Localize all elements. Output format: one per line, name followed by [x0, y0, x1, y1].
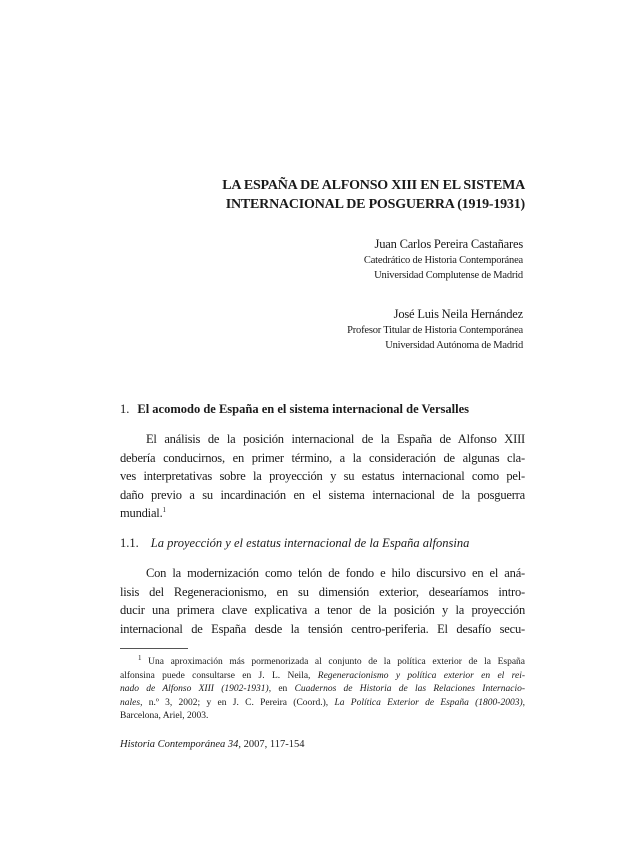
footnote-line: Barcelona, Ariel, 2003.: [120, 711, 209, 721]
page-footer: [120, 739, 305, 750]
subsection-title: La proyección y el estatus internacional de la España alfonsina: [150, 536, 470, 550]
paragraph-line: Con la modernización como telón de fondo e hilo discursivo en el aná-: [146, 566, 525, 580]
footnote-number: 1: [138, 653, 142, 662]
footnote-line: nales, n.º 3, 2002; y en J. C. Pereira (Coord.), La Política Exterior de España (1800-2003),: [120, 697, 526, 708]
paragraph-line: El análisis de la posición internacional de la España de Alfonso XIII: [146, 432, 525, 446]
journal-info: 2007, 117-154: [243, 739, 305, 750]
author-position: Profesor Titular de Historia Contemporánea: [347, 325, 523, 336]
section-title: El acomodo de España en el sistema internacional de Versalles: [137, 402, 469, 416]
paragraph-line: daño previo a su incardinación en el sistema internacional de la posguerra: [120, 487, 525, 502]
journal-volume: 34,: [227, 739, 242, 750]
section-paragraph: [120, 430, 525, 523]
section-heading: [120, 402, 469, 417]
footnote-divider: [120, 648, 188, 649]
article-title: [160, 176, 525, 214]
author-name: Juan Carlos Pereira Castañares: [374, 237, 523, 251]
author-institution: Universidad Autónoma de Madrid: [385, 340, 523, 351]
footnote-reference[interactable]: 1: [162, 505, 166, 514]
paragraph-line: internacional de España desde la tensión centro-periferia. El desafío secu-: [120, 621, 525, 636]
footnote-line: alfonsina puede consultarse en J. L. Neila, Regeneracionismo y política exterior en el rei-: [120, 670, 526, 681]
article-title-line-1: LA ESPAÑA DE ALFONSO XIII EN EL SISTEMA: [222, 178, 525, 193]
footnote: [120, 653, 526, 724]
footnote-line: $^1$ Una aproximación más pormenorizada al conjunto de la política exterior de la España: [138, 653, 526, 667]
author-block-1: [364, 236, 523, 283]
author-block-2: [347, 306, 523, 353]
paragraph-line: ves interpretativas sobre la proyección y su estatus internacional como pel-: [120, 469, 525, 483]
section-number: 1.: [120, 402, 130, 416]
subsection-heading: [120, 536, 469, 551]
subsection-number: 1.1.: [120, 536, 139, 550]
footnote-line: nado de Alfonso XIII (1902-1931), en Cuadernos de Historia de las Relaciones Internacio-: [120, 684, 526, 694]
author-position: Catedrático de Historia Contemporánea: [363, 255, 523, 266]
paragraph-line: ducir una primera clave explicativa a tenor de la posición y la proyección: [120, 603, 525, 617]
subsection-paragraph: [120, 564, 525, 638]
paragraph-line-last: mundial.$^1$: [120, 505, 166, 520]
author-name: José Luis Neila Hernández: [393, 307, 523, 321]
article-title-line-2: INTERNACIONAL DE POSGUERRA (1919-1931): [225, 197, 525, 212]
paragraph-line: debería conducirnos, en primer término, a la consideración de algunas cla-: [120, 450, 525, 465]
author-institution: Universidad Complutense de Madrid: [374, 270, 523, 281]
paragraph-line: lisis del Regeneracionismo, en su dimensión exterior, desearíamos intro-: [120, 584, 525, 599]
journal-name: Historia Contemporánea: [120, 739, 226, 750]
